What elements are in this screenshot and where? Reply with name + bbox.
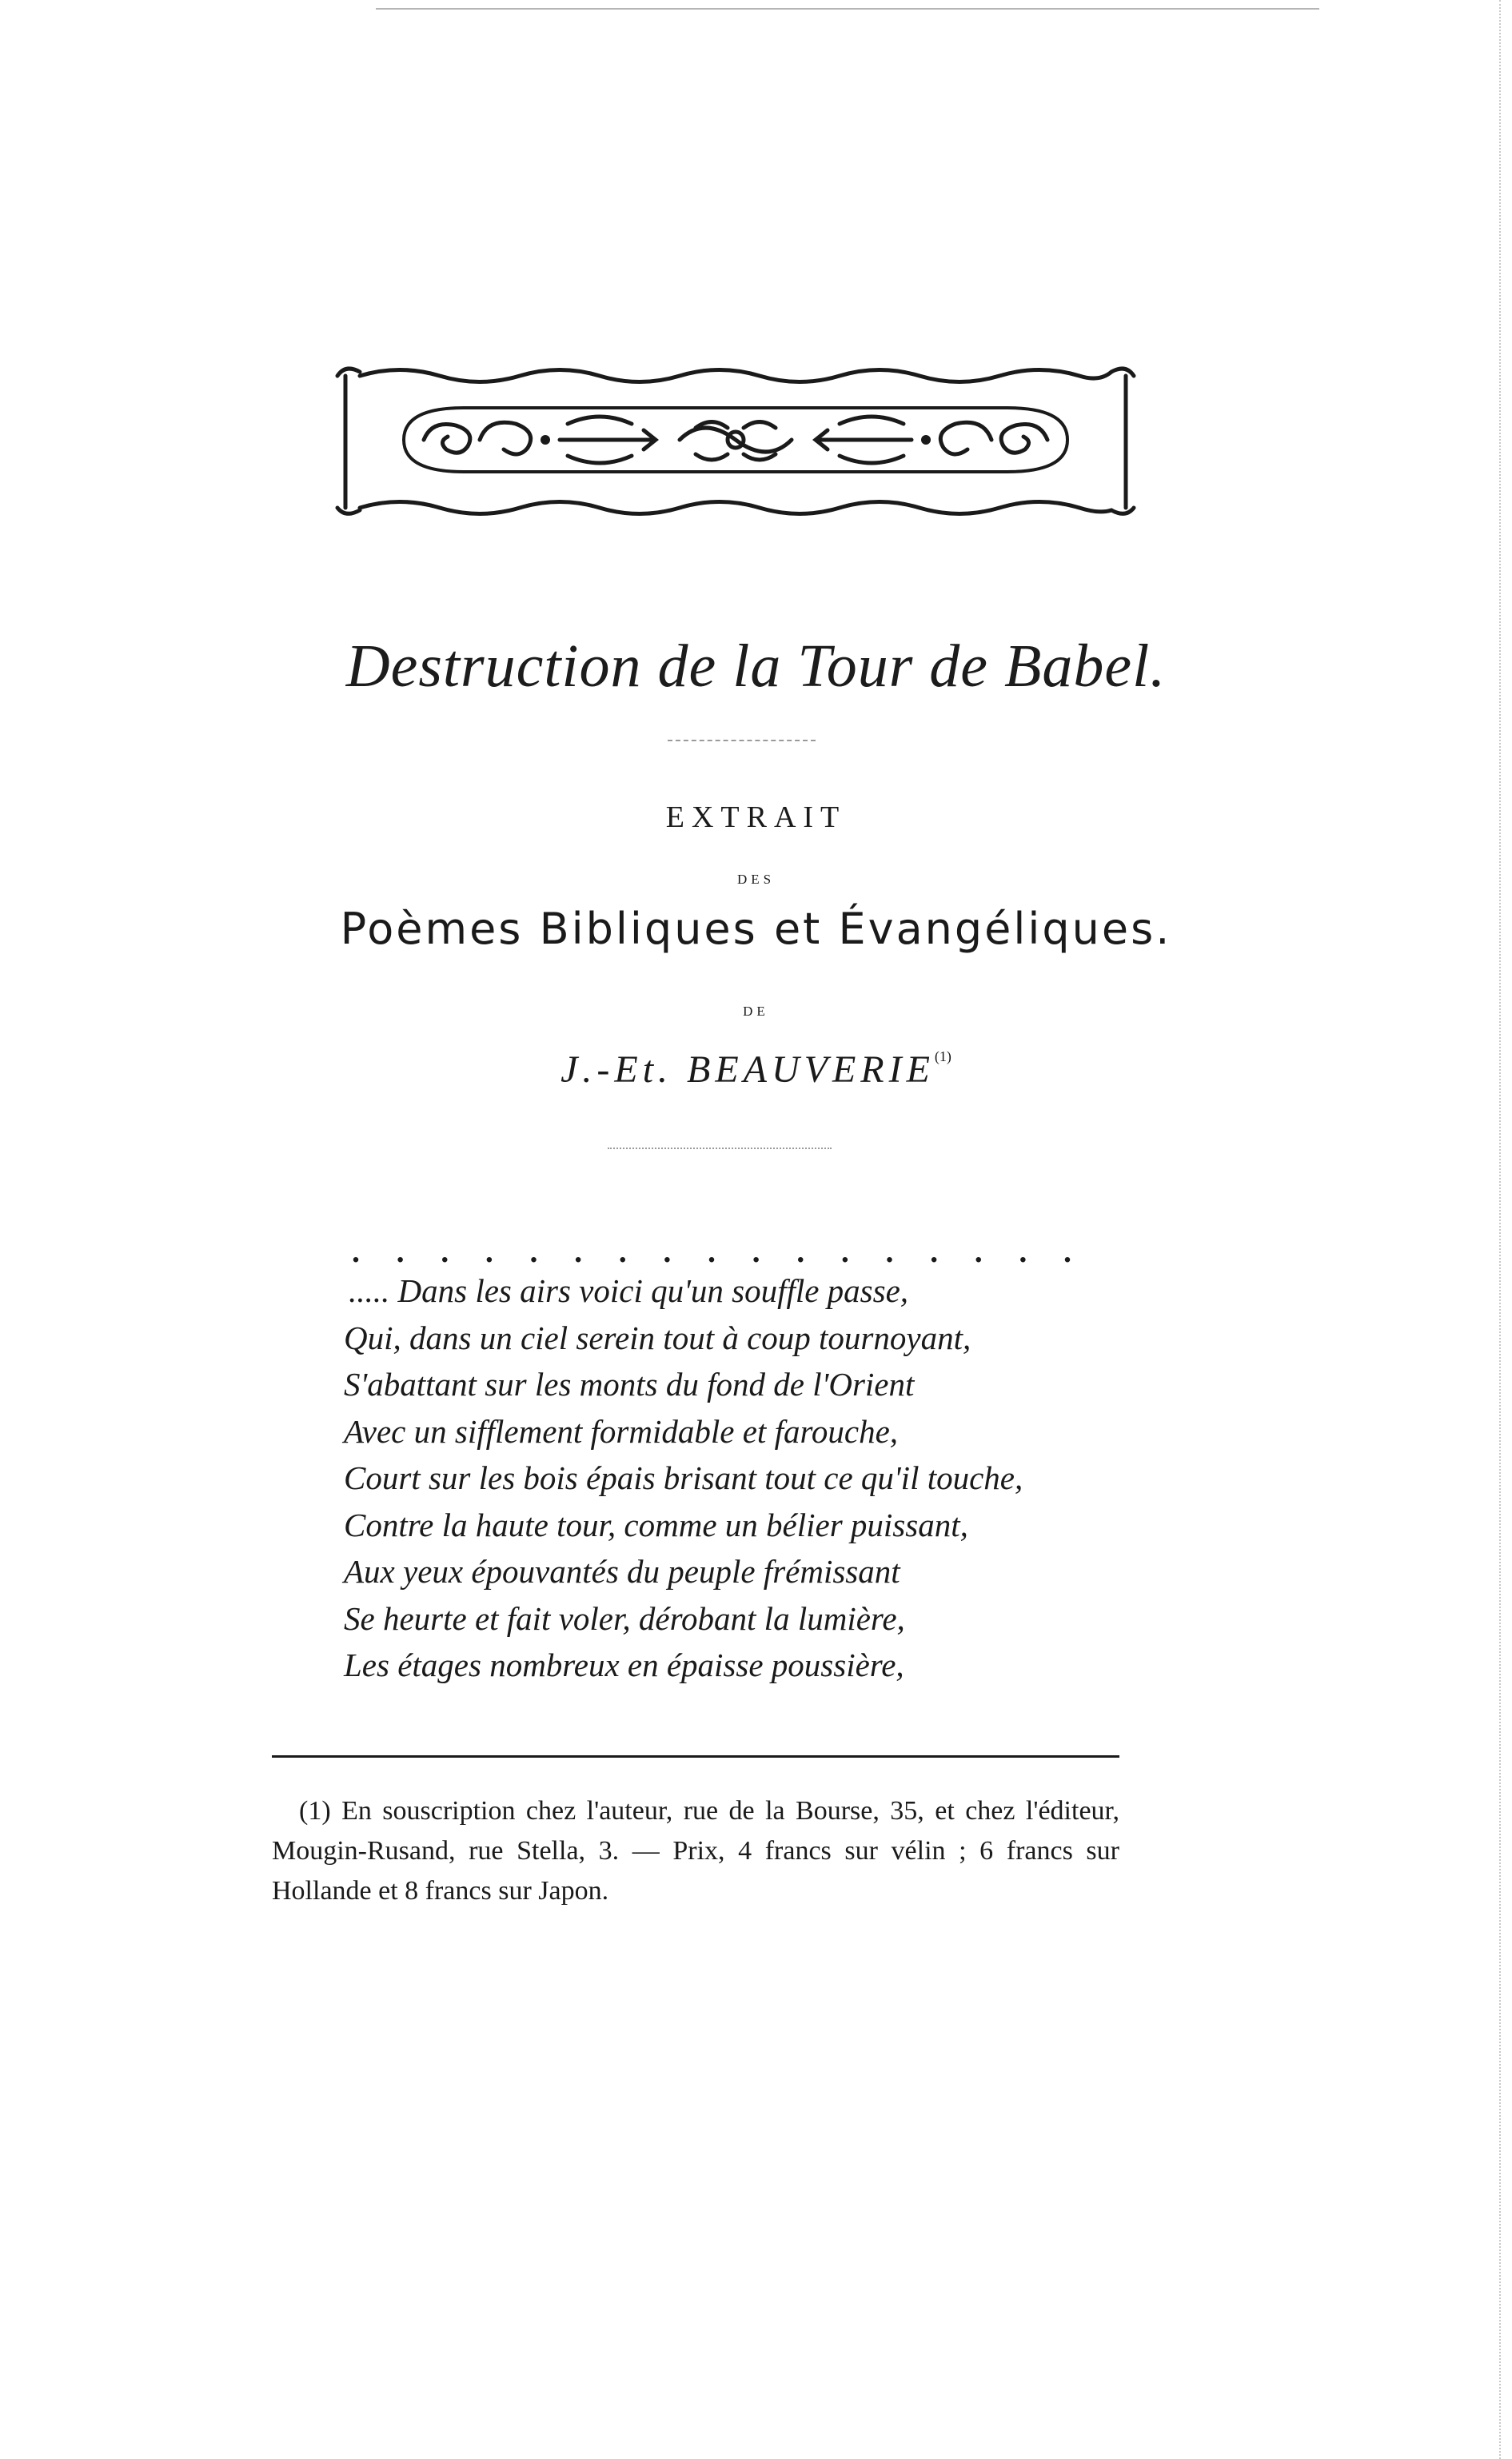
ellipsis-dot: .: [796, 1233, 805, 1269]
ellipsis-dot: .: [574, 1233, 583, 1269]
verse-line: Avec un sifflement formidable et farouche,: [344, 1412, 899, 1450]
verse-line: ..... Dans les airs voici qu'un souffle passe,: [349, 1272, 909, 1309]
verse-line: Les étages nombreux en épaisse poussière,: [344, 1647, 904, 1683]
ellipsis-dot: .: [708, 1233, 716, 1269]
ellipsis-dot: .: [752, 1233, 760, 1269]
extrait-label: EXTRAIT: [665, 800, 847, 834]
verse-line: Contre la haute tour, comme un bélier puissant,: [344, 1506, 968, 1543]
ellipsis-dot: .: [396, 1233, 405, 1269]
footnote-marker: (1): [934, 1048, 951, 1064]
verse-line: Qui, dans un ciel serein tout à coup tournoyant,: [344, 1319, 971, 1356]
ellipsis-dot: .: [840, 1233, 849, 1269]
scan-edge-dots: [1496, 0, 1501, 2459]
ellipsis-dot: .: [441, 1233, 449, 1269]
ellipsis-dot: .: [663, 1233, 672, 1269]
verse-line: Court sur les bois épais brisant tout ce qu'il touche,: [344, 1459, 1023, 1496]
scan-top-rule: [376, 8, 1319, 10]
collection-title: Poèmes Bibliques et Évangéliques.: [340, 904, 1172, 954]
verse-block: [344, 1267, 1143, 1689]
ellipsis-dot: .: [352, 1233, 360, 1269]
author-line: [0, 1048, 1512, 1092]
title-divider: [668, 740, 816, 741]
ellipsis-row: [352, 1235, 1071, 1267]
footnote-separator: [272, 1755, 1119, 1758]
ellipsis-dot: .: [1063, 1233, 1071, 1269]
de-label: DE: [743, 1004, 769, 1019]
verse-line: Se heurte et fait voler, dérobant la lumière,: [344, 1599, 905, 1637]
ellipsis-dot: .: [885, 1233, 894, 1269]
ellipsis-dot: .: [485, 1233, 493, 1269]
author-divider: [608, 1148, 832, 1149]
ellipsis-dot: .: [618, 1233, 627, 1269]
ellipsis-dot: .: [529, 1233, 538, 1269]
ellipsis-dot: .: [930, 1233, 939, 1269]
ornament-header-band: [328, 360, 1143, 520]
poem-title: Destruction de la Tour de Babel.: [345, 633, 1167, 700]
ellipsis-dot: .: [974, 1233, 983, 1269]
verse-line: Aux yeux épouvantés du peuple frémissant: [344, 1553, 900, 1590]
author-name: J.-Et. BEAUVERIE: [561, 1048, 935, 1091]
ellipsis-dot: .: [1019, 1233, 1027, 1269]
verse-line: S'abattant sur les monts du fond de l'Orient: [344, 1366, 915, 1403]
footnote: (1) En souscription chez l'auteur, rue de la Bourse, 35, et chez l'éditeur, Mougin-Rusand, rue Stella, 3. — Prix, 4 francs sur vélin ; 6 francs sur Hollande et 8 francs sur Japon.: [272, 1796, 1119, 1906]
des-label: DES: [736, 872, 776, 887]
